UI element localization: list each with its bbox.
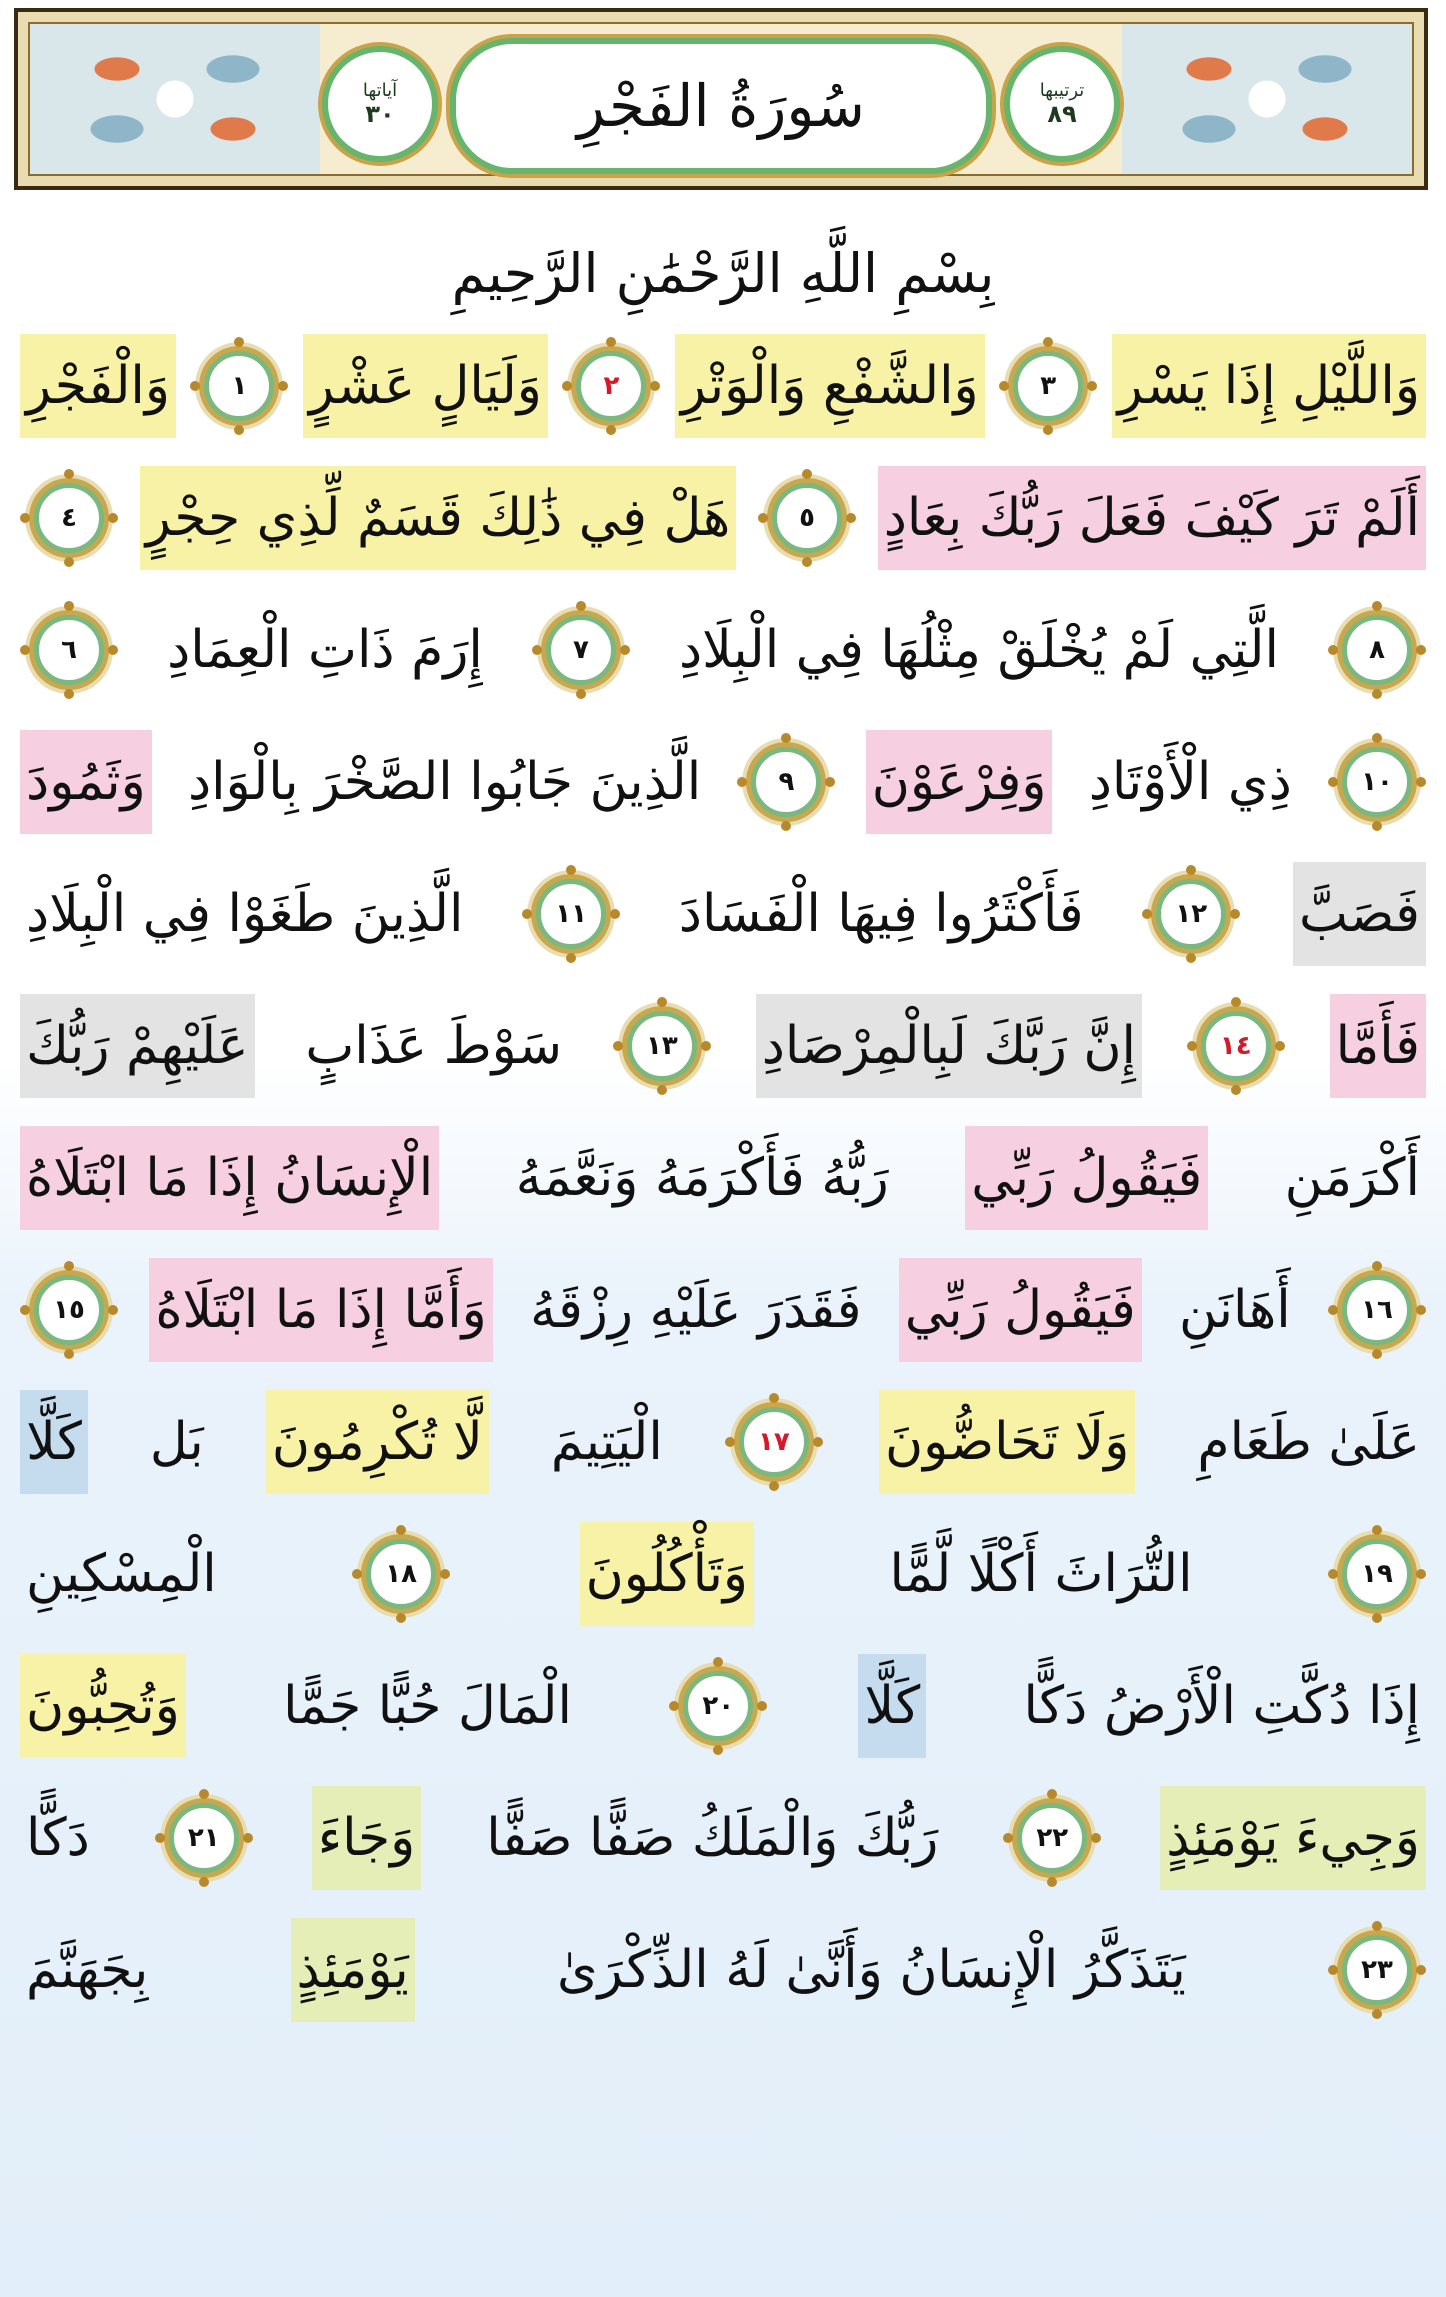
ayah-number-marker-icon xyxy=(745,741,827,823)
tajweed-highlighted-phrase: وَاللَّيْلِ إِذَا يَسْرِ xyxy=(1112,334,1426,438)
ayah-number-marker-icon xyxy=(360,1533,442,1615)
verse-text: رَبُّهُ فَأَكْرَمَهُ وَنَعَّمَهُ xyxy=(515,1148,889,1208)
verse-text: الْمِسْكِينِ xyxy=(26,1544,217,1604)
ayah-number: ٥ xyxy=(799,503,815,533)
ayah-number-marker-icon xyxy=(163,1797,245,1879)
surah-title-cartouche xyxy=(450,38,992,174)
ayah-number: ١٨ xyxy=(385,1559,418,1589)
verse-text: إِرَمَ ذَاتِ الْعِمَادِ xyxy=(167,620,483,680)
ayah-number-marker-icon xyxy=(198,345,280,427)
tajweed-highlighted-phrase: وَتُحِبُّونَ xyxy=(20,1654,186,1758)
verse-text: التُّرَاثَ أَكْلًا لَّمًّا xyxy=(889,1544,1193,1604)
surah-title: سُورَةُ الفَجْرِ xyxy=(577,72,865,140)
tajweed-highlighted-phrase: فَصَبَّ xyxy=(1293,862,1426,966)
tajweed-highlighted-phrase: وَأَمَّا إِذَا مَا ابْتَلَاهُ xyxy=(149,1258,492,1362)
ayah-number-marker-icon xyxy=(1336,1269,1418,1351)
surah-header xyxy=(14,8,1428,190)
tajweed-highlighted-phrase: وَجِيءَ يَوْمَئِذٍ xyxy=(1160,1786,1426,1890)
order-value: ٨٩ xyxy=(1047,100,1077,128)
ayah-number: ١٣ xyxy=(646,1031,678,1061)
verse-text: بِجَهَنَّمَ xyxy=(26,1940,149,2000)
verse-text: الْمَالَ حُبًّا جَمًّا xyxy=(283,1676,572,1736)
ayah-number: ٦ xyxy=(61,635,77,665)
ayah-number-marker-icon xyxy=(1336,741,1418,823)
tajweed-highlighted-phrase: وَلَا تَحَاضُّونَ xyxy=(879,1390,1135,1494)
verse-text: الْيَتِيمَ xyxy=(550,1412,663,1472)
verse-text: ذِي الْأَوْتَادِ xyxy=(1088,752,1292,812)
ayah-number: ١٦ xyxy=(1361,1295,1393,1325)
verses-label: آياتها xyxy=(362,80,398,101)
ayah-number-marker-icon xyxy=(540,609,622,691)
ayah-number-marker-icon xyxy=(1007,345,1089,427)
ayah-number: ٢٣ xyxy=(1361,1955,1393,1985)
ayah-number: ١٢ xyxy=(1175,899,1208,929)
ayah-number-marker-icon xyxy=(677,1665,759,1747)
verses-value: ٣٠ xyxy=(365,100,395,128)
tajweed-highlighted-phrase: وَالشَّفْعِ وَالْوَتْرِ xyxy=(675,334,985,438)
tajweed-highlighted-phrase: وَثَمُودَ xyxy=(20,730,152,834)
tajweed-highlighted-phrase: فَأَمَّا xyxy=(1330,994,1426,1098)
tajweed-highlighted-phrase: هَلْ فِي ذَٰلِكَ قَسَمٌ لِّذِي حِجْرٍ xyxy=(140,466,737,570)
tajweed-highlighted-phrase: إِنَّ رَبَّكَ لَبِالْمِرْصَادِ xyxy=(756,994,1142,1098)
verse-line xyxy=(20,1386,1426,1498)
verse-text: سَوْطَ عَذَابٍ xyxy=(305,1016,563,1076)
verse-text: دَكًّا xyxy=(26,1808,90,1868)
tajweed-highlighted-phrase: وَالْفَجْرِ xyxy=(20,334,176,438)
tajweed-highlighted-phrase: كَلَّا xyxy=(20,1390,88,1494)
surah-order-medallion xyxy=(1004,46,1120,162)
verse-text: الَّذِينَ جَابُوا الصَّخْرَ بِالْوَادِ xyxy=(187,752,702,812)
ayah-number: ١١ xyxy=(555,899,587,929)
tajweed-highlighted-phrase: أَلَمْ تَرَ كَيْفَ فَعَلَ رَبُّكَ بِعَادٍ xyxy=(878,466,1426,570)
ayah-number-marker-icon xyxy=(28,477,110,559)
verse-text: رَبُّكَ وَالْمَلَكُ صَفًّا صَفًّا xyxy=(486,1808,939,1868)
tajweed-highlighted-phrase: فَيَقُولُ رَبِّي xyxy=(899,1258,1142,1362)
ayah-number-marker-icon xyxy=(1336,1533,1418,1615)
ayah-number: ٩ xyxy=(778,767,795,797)
ayah-number-marker-icon xyxy=(28,609,110,691)
ayah-number-marker-icon xyxy=(621,1005,703,1087)
ayah-number-marker-icon xyxy=(1011,1797,1093,1879)
ayah-number-marker-icon xyxy=(1336,1929,1418,2011)
verse-line xyxy=(20,1122,1426,1234)
verse-count-medallion xyxy=(322,46,438,162)
ayah-number-marker-icon xyxy=(28,1269,110,1351)
verse-line xyxy=(20,462,1426,574)
order-label: ترتيبها xyxy=(1039,80,1085,101)
ayah-number: ٣ xyxy=(1040,371,1057,401)
verse-text: فَأَكْثَرُوا فِيهَا الْفَسَادَ xyxy=(678,884,1084,944)
ayah-number-marker-icon xyxy=(766,477,848,559)
verse-line xyxy=(20,1650,1426,1762)
ayah-number: ٢ xyxy=(603,371,620,401)
ayah-number: ٧ xyxy=(572,635,589,665)
ayah-number: ٨ xyxy=(1369,635,1385,665)
verse-line xyxy=(20,1914,1426,2026)
verse-line xyxy=(20,1254,1426,1366)
ayah-number: ١٤ xyxy=(1219,1031,1252,1061)
right-ornament-icon xyxy=(1122,24,1412,174)
ayah-number: ٢٢ xyxy=(1036,1823,1069,1853)
ayah-number: ١ xyxy=(231,371,248,401)
ayah-number-marker-icon xyxy=(1195,1005,1277,1087)
tajweed-highlighted-phrase: الْإِنسَانُ إِذَا مَا ابْتَلَاهُ xyxy=(20,1126,439,1230)
verse-line xyxy=(20,726,1426,838)
tajweed-highlighted-phrase: كَلَّا xyxy=(858,1654,926,1758)
tajweed-highlighted-phrase: عَلَيْهِمْ رَبُّكَ xyxy=(20,994,254,1098)
verse-text: الَّذِينَ طَغَوْا فِي الْبِلَادِ xyxy=(26,884,464,944)
ayah-number: ٢٠ xyxy=(702,1691,735,1721)
verse-text: الَّتِي لَمْ يُخْلَقْ مِثْلُهَا فِي الْبِلَادِ xyxy=(678,620,1279,680)
ayah-number: ١٧ xyxy=(758,1427,790,1457)
verse-text: يَتَذَكَّرُ الْإِنسَانُ وَأَنَّىٰ لَهُ الذِّكْرَىٰ xyxy=(556,1940,1186,2000)
verse-line xyxy=(20,858,1426,970)
ayah-number-marker-icon xyxy=(1336,609,1418,691)
header-frame xyxy=(28,22,1414,176)
verse-text: فَقَدَرَ عَلَيْهِ رِزْقَهُ xyxy=(530,1280,862,1340)
verse-line xyxy=(20,990,1426,1102)
left-ornament-icon xyxy=(30,24,320,174)
ayah-number: ١٩ xyxy=(1361,1559,1393,1589)
tajweed-highlighted-phrase: فَيَقُولُ رَبِّي xyxy=(965,1126,1208,1230)
verse-line xyxy=(20,594,1426,706)
ayah-number: ٢١ xyxy=(187,1823,220,1853)
ayah-number: ٤ xyxy=(61,503,77,533)
tajweed-highlighted-phrase: وَجَاءَ xyxy=(312,1786,422,1890)
basmala: بِسْمِ اللَّهِ الرَّحْمَٰنِ الرَّحِيمِ xyxy=(451,242,995,305)
tajweed-highlighted-phrase: لَّا تُكْرِمُونَ xyxy=(266,1390,489,1494)
verse-text: بَل xyxy=(149,1412,204,1472)
verse-line xyxy=(20,330,1426,442)
verse-text: عَلَىٰ طَعَامِ xyxy=(1197,1412,1420,1472)
ayah-number: ١٥ xyxy=(53,1295,85,1325)
tajweed-highlighted-phrase: وَفِرْعَوْنَ xyxy=(866,730,1053,834)
verse-text: أَهَانَنِ xyxy=(1178,1280,1291,1340)
verse-text: أَكْرَمَنِ xyxy=(1284,1148,1420,1208)
verse-line xyxy=(20,1518,1426,1630)
ayah-number-marker-icon xyxy=(733,1401,815,1483)
tajweed-highlighted-phrase: يَوْمَئِذٍ xyxy=(291,1918,415,2022)
ayah-number: ١٠ xyxy=(1361,767,1393,797)
ayah-number-marker-icon xyxy=(570,345,652,427)
ayah-number-marker-icon xyxy=(530,873,612,955)
verse-text: إِذَا دُكَّتِ الْأَرْضُ دَكًّا xyxy=(1023,1676,1420,1736)
verse-line xyxy=(20,1782,1426,1894)
tajweed-highlighted-phrase: وَلَيَالٍ عَشْرٍ xyxy=(303,334,548,438)
ayah-number-marker-icon xyxy=(1150,873,1232,955)
tajweed-highlighted-phrase: وَتَأْكُلُونَ xyxy=(580,1522,754,1626)
